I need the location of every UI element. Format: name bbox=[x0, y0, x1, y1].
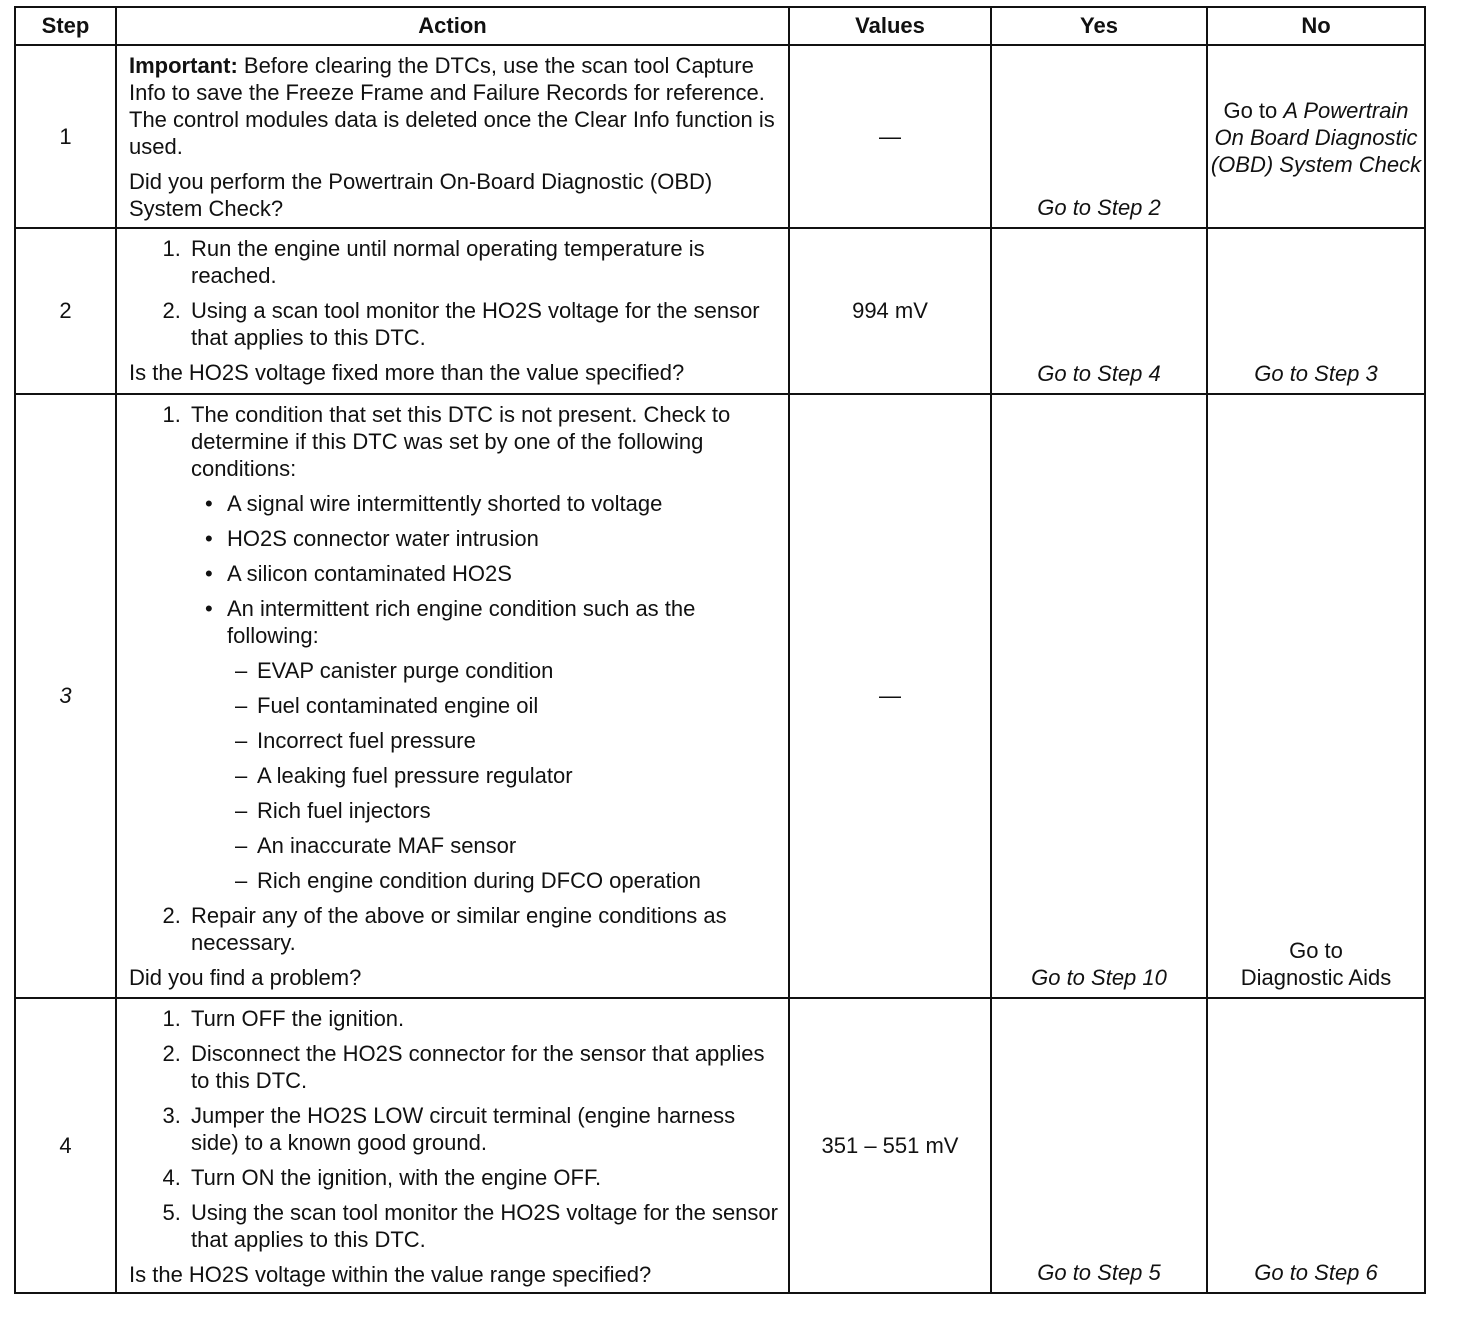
yes-cell[interactable] bbox=[991, 394, 1207, 998]
step-list bbox=[129, 235, 778, 351]
step-list bbox=[129, 1005, 778, 1253]
dash-item: – A leaking fuel pressure regulator bbox=[233, 762, 778, 789]
bullet-item: • HO2S connector water intrusion bbox=[203, 525, 778, 552]
list-item: 2. Disconnect the HO2S connector for the sensor that applies to this DTC. bbox=[187, 1040, 778, 1094]
header-step: Step bbox=[15, 7, 116, 45]
yes-cell[interactable] bbox=[991, 998, 1207, 1293]
step-number: 3 bbox=[15, 394, 116, 998]
yes-cell[interactable] bbox=[991, 45, 1207, 228]
step-number: 4 bbox=[15, 998, 116, 1293]
bullet-item: • A silicon contaminated HO2S bbox=[203, 560, 778, 587]
list-item: 2. Using a scan tool monitor the HO2S voltage for the sensor that applies to this DTC. bbox=[187, 297, 778, 351]
dash-list bbox=[227, 657, 778, 894]
dash-item: – Rich engine condition during DFCO operation bbox=[233, 867, 778, 894]
no-link[interactable]: Go to Step 6 bbox=[1254, 1260, 1378, 1285]
list-item: 4. Turn ON the ignition, with the engine OFF. bbox=[187, 1164, 778, 1191]
important-text: Before clearing the DTCs, use the scan tool Capture Info to save the Freeze Frame and Failure Records for reference. The control modules data is deleted once the Clear Info function is used. bbox=[129, 53, 775, 159]
no-text-line: Go to bbox=[1289, 938, 1343, 963]
value-cell: — bbox=[789, 394, 991, 998]
diagnostic-table bbox=[14, 6, 1426, 1294]
list-item: 1. Run the engine until normal operating temperature is reached. bbox=[187, 235, 778, 289]
no-cell[interactable] bbox=[1207, 45, 1425, 228]
dash-item: – An inaccurate MAF sensor bbox=[233, 832, 778, 859]
no-link[interactable]: Go to Step 3 bbox=[1254, 361, 1378, 386]
no-cell[interactable] bbox=[1207, 394, 1425, 998]
no-link[interactable]: A Powertrain On Board Diagnostic (OBD) System Check bbox=[1210, 98, 1422, 177]
no-cell[interactable] bbox=[1207, 228, 1425, 394]
list-item bbox=[187, 401, 778, 894]
yes-link[interactable]: Go to Step 10 bbox=[1031, 965, 1167, 990]
list-item: 5. Using the scan tool monitor the HO2S voltage for the sensor that applies to this DTC. bbox=[187, 1199, 778, 1253]
table-row bbox=[15, 45, 1425, 228]
yes-link[interactable]: Go to Step 2 bbox=[1037, 195, 1161, 220]
header-row bbox=[15, 7, 1425, 45]
list-item-text: The condition that set this DTC is not present. Check to determine if this DTC was set by one of the following conditions: bbox=[191, 402, 731, 481]
dash-item: – EVAP canister purge condition bbox=[233, 657, 778, 684]
no-cell[interactable] bbox=[1207, 998, 1425, 1293]
important-label: Important: bbox=[129, 53, 238, 78]
value-cell: 351 – 551 mV bbox=[789, 998, 991, 1293]
table-row bbox=[15, 228, 1425, 394]
list-item: 3. Jumper the HO2S LOW circuit terminal (engine harness side) to a known good ground. bbox=[187, 1102, 778, 1156]
action-cell bbox=[116, 394, 789, 998]
yes-link[interactable]: Go to Step 5 bbox=[1037, 1260, 1161, 1285]
no-prefix: Go to bbox=[1223, 98, 1278, 123]
dash-item: – Fuel contaminated engine oil bbox=[233, 692, 778, 719]
list-item: 2. Repair any of the above or similar engine conditions as necessary. bbox=[187, 902, 778, 956]
value-cell: 994 mV bbox=[789, 228, 991, 394]
bullet-list bbox=[191, 490, 778, 894]
dash-item: – Incorrect fuel pressure bbox=[233, 727, 778, 754]
yes-cell[interactable] bbox=[991, 228, 1207, 394]
step-list bbox=[129, 401, 778, 956]
action-cell bbox=[116, 45, 789, 228]
bullet-item bbox=[203, 595, 778, 894]
header-yes: Yes bbox=[991, 7, 1207, 45]
step-number: 1 bbox=[15, 45, 116, 228]
step-question: Did you find a problem? bbox=[129, 965, 362, 990]
action-cell bbox=[116, 998, 789, 1293]
dash-item: – Rich fuel injectors bbox=[233, 797, 778, 824]
important-note bbox=[129, 52, 778, 160]
list-item: 1. Turn OFF the ignition. bbox=[187, 1005, 778, 1032]
header-values: Values bbox=[789, 7, 991, 45]
header-no: No bbox=[1207, 7, 1425, 45]
action-cell bbox=[116, 228, 789, 394]
no-link[interactable]: Diagnostic Aids bbox=[1240, 965, 1392, 990]
value-cell: — bbox=[789, 45, 991, 228]
step-question: Is the HO2S voltage within the value range specified? bbox=[129, 1262, 652, 1287]
step-question: Is the HO2S voltage fixed more than the value specified? bbox=[129, 360, 685, 385]
step-number: 2 bbox=[15, 228, 116, 394]
table-row bbox=[15, 394, 1425, 998]
table-row bbox=[15, 998, 1425, 1293]
bullet-item: • A signal wire intermittently shorted to voltage bbox=[203, 490, 778, 517]
bullet-text: An intermittent rich engine condition such as the following: bbox=[227, 596, 696, 648]
header-action: Action bbox=[116, 7, 789, 45]
yes-link[interactable]: Go to Step 4 bbox=[1037, 361, 1161, 386]
step-question: Did you perform the Powertrain On-Board Diagnostic (OBD) System Check? bbox=[129, 169, 713, 221]
